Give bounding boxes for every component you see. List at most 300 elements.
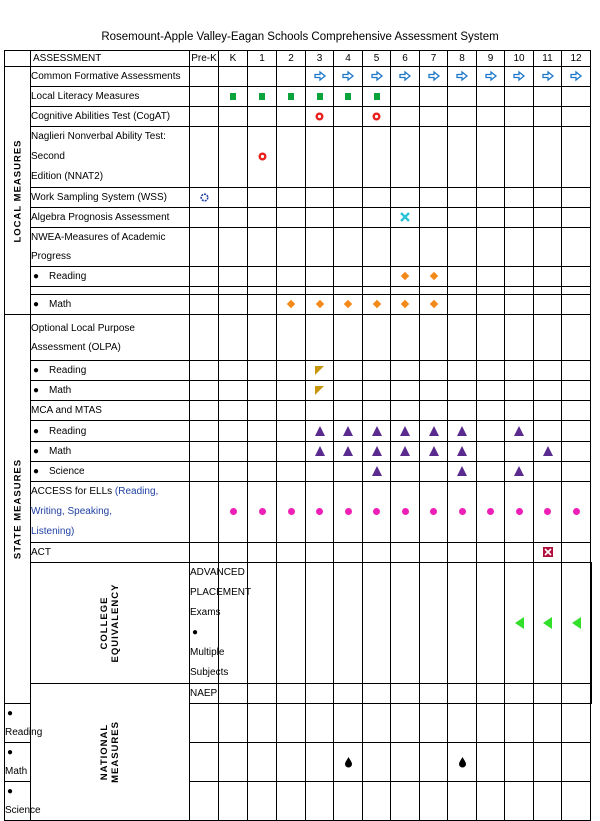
- grade-cell: [334, 381, 363, 401]
- assessment-label: NWEA-Measures of Academic Progress: [31, 228, 190, 267]
- grade-cell: [190, 743, 219, 782]
- sublabel-text: Math: [49, 385, 72, 396]
- grade-cell: [248, 704, 277, 743]
- row-nwea-reading: [5, 267, 592, 287]
- row-nwea: [5, 228, 592, 267]
- grade-cell: [534, 127, 562, 188]
- arrow-marker-icon: [314, 71, 326, 81]
- grade-cell: [420, 107, 448, 127]
- grade-cell: [248, 315, 277, 361]
- grade-cell: [391, 127, 420, 188]
- grade-cell: [363, 782, 391, 821]
- grade-cell: [306, 442, 334, 462]
- grade-cell: [334, 563, 363, 684]
- bullet-icon: ●: [192, 627, 199, 638]
- triangle-marker-icon: [315, 426, 325, 436]
- arrow-marker-icon: [342, 71, 354, 81]
- assessment-sublabel: [5, 743, 31, 782]
- drop-marker-icon: [345, 757, 352, 767]
- grade-header: 5: [363, 51, 391, 67]
- grade-cell: [248, 563, 277, 684]
- grade-cell: [448, 381, 477, 401]
- grade-cell: [420, 462, 448, 482]
- assessment-label: Cognitive Abilities Test (CogAT): [31, 107, 190, 127]
- grade-cell: [391, 228, 420, 267]
- grade-cell: [477, 442, 505, 462]
- grade-cell: [277, 127, 306, 188]
- diamond-marker-icon: [401, 300, 409, 308]
- square-marker-icon: [374, 93, 380, 100]
- grade-cell: [248, 267, 277, 287]
- grade-cell: [219, 401, 248, 421]
- arrow-marker-icon: [513, 71, 525, 81]
- grade-cell: [420, 127, 448, 188]
- grade-cell: [420, 743, 448, 782]
- grade-cell: [219, 208, 248, 228]
- grade-cell: [477, 287, 505, 295]
- grade-cell: [505, 315, 534, 361]
- grade-cell: [334, 401, 363, 421]
- grade-cell: [562, 107, 591, 127]
- grade-cell: [562, 67, 591, 87]
- grade-cell: [190, 208, 219, 228]
- grade-cell: [505, 267, 534, 287]
- grade-cell: [505, 743, 534, 782]
- grade-cell: [248, 782, 277, 821]
- triangle-marker-icon: [372, 446, 382, 456]
- assessment-sublabel: [31, 267, 190, 287]
- dot-marker-icon: [345, 508, 352, 515]
- grade-cell: [448, 684, 477, 704]
- grade-cell: [248, 401, 277, 421]
- grade-cell: [219, 127, 248, 188]
- grade-cell: [363, 67, 391, 87]
- grade-cell: [248, 543, 277, 563]
- grade-cell: [448, 228, 477, 267]
- grade-cell: [505, 287, 534, 295]
- grade-cell: [248, 361, 277, 381]
- left-triangle-marker-icon: [543, 617, 552, 629]
- grade-cell: [306, 208, 334, 228]
- section-local-label: LOCAL MEASURES: [12, 138, 23, 243]
- grade-cell: [190, 361, 219, 381]
- grade-cell: [505, 462, 534, 482]
- grade-cell: [363, 295, 391, 315]
- grade-cell: [334, 743, 363, 782]
- triangle-marker-icon: [315, 446, 325, 456]
- grade-cell: [562, 287, 591, 295]
- grade-cell: [448, 782, 477, 821]
- grade-cell: [277, 743, 306, 782]
- grade-cell: [248, 684, 277, 704]
- grade-cell: [363, 87, 391, 107]
- grade-cell: [420, 188, 448, 208]
- grade-cell: [562, 782, 591, 821]
- dot-marker-icon: [516, 508, 523, 515]
- assessment-sublabel: [5, 782, 41, 821]
- grade-cell: [505, 401, 534, 421]
- grade-cell: [477, 543, 505, 563]
- grade-cell: [219, 361, 248, 381]
- grade-cell: [534, 421, 562, 442]
- grade-header: K: [219, 51, 248, 67]
- grade-cell: [334, 67, 363, 87]
- row-spacer: [5, 287, 592, 295]
- grade-cell: [277, 381, 306, 401]
- grade-cell: [505, 704, 534, 743]
- grade-cell: [190, 127, 219, 188]
- label-line: ADVANCED PLACEMENT Exams: [190, 567, 251, 618]
- assessment-label: [190, 563, 251, 684]
- grade-cell: [534, 188, 562, 208]
- grade-cell: [334, 462, 363, 482]
- square-marker-icon: [259, 93, 265, 100]
- diamond-marker-icon: [315, 300, 323, 308]
- grade-cell: [363, 563, 391, 684]
- bullet-icon: ●: [7, 708, 14, 719]
- grade-cell: [534, 208, 562, 228]
- grade-cell: [448, 421, 477, 442]
- grade-cell: [420, 67, 448, 87]
- grade-cell: [219, 315, 248, 361]
- arrow-marker-icon: [485, 71, 497, 81]
- grade-cell: [306, 381, 334, 401]
- grade-header: 2: [277, 51, 306, 67]
- burst-marker-icon: [315, 112, 324, 121]
- grade-cell: [277, 401, 306, 421]
- row-naep: [5, 684, 592, 704]
- corner-cell: [5, 51, 31, 67]
- grade-cell: [562, 315, 591, 361]
- row-ap: [5, 563, 592, 684]
- grade-cell: [505, 188, 534, 208]
- grade-cell: [248, 228, 277, 267]
- dot-marker-icon: [288, 508, 295, 515]
- grade-cell: [562, 482, 591, 543]
- grade-cell: [219, 107, 248, 127]
- grade-cell: [420, 267, 448, 287]
- label-line: ACCESS for ELLs: [31, 486, 113, 497]
- dot-marker-icon: [430, 508, 437, 515]
- grade-cell: [505, 361, 534, 381]
- arrow-marker-icon: [428, 71, 440, 81]
- grade-cell: [477, 267, 505, 287]
- assessment-header: ASSESSMENT: [31, 51, 190, 67]
- grade-cell: [190, 107, 219, 127]
- triangle-marker-icon: [372, 426, 382, 436]
- grade-cell: [363, 442, 391, 462]
- grade-cell: [277, 188, 306, 208]
- grade-cell: [363, 401, 391, 421]
- grade-cell: [505, 127, 534, 188]
- grade-cell: [534, 361, 562, 381]
- grade-cell: [277, 208, 306, 228]
- grade-cell: [477, 704, 505, 743]
- grade-cell: [248, 188, 277, 208]
- bullet-icon: ●: [33, 446, 40, 457]
- assessment-sublabel: [31, 361, 190, 381]
- grade-cell: [306, 315, 334, 361]
- grade-cell: [190, 401, 219, 421]
- grade-cell: [391, 361, 420, 381]
- grade-cell: [306, 401, 334, 421]
- grade-cell: [420, 381, 448, 401]
- section-line: COLLEGE: [99, 596, 110, 650]
- row-nwea-math: [5, 295, 592, 315]
- triangle-marker-icon: [343, 446, 353, 456]
- grade-cell: [248, 381, 277, 401]
- sublabel-text: Science: [5, 805, 41, 816]
- grade-cell: [248, 67, 277, 87]
- label-detail: Listening): [31, 526, 75, 537]
- row-local-literacy: [5, 87, 592, 107]
- grade-cell: [277, 315, 306, 361]
- grade-cell: [248, 127, 277, 188]
- grade-cell: [277, 87, 306, 107]
- row-mca: [5, 401, 592, 421]
- grade-cell: [277, 782, 306, 821]
- grade-cell: [219, 743, 248, 782]
- grade-cell: [420, 361, 448, 381]
- grade-cell: [591, 563, 592, 684]
- grade-cell: [363, 188, 391, 208]
- triangle-marker-icon: [372, 466, 382, 476]
- grade-cell: [391, 563, 420, 684]
- bullet-icon: ●: [33, 466, 40, 477]
- section-college-label: [99, 584, 121, 663]
- grade-cell: [306, 563, 334, 684]
- grade-cell: [277, 482, 306, 543]
- grade-cell: [562, 87, 591, 107]
- grade-cell: [420, 782, 448, 821]
- grade-cell: [219, 684, 248, 704]
- assessment-label: NAEP: [190, 684, 219, 704]
- row-mca-math: [5, 442, 592, 462]
- grade-cell: [363, 462, 391, 482]
- assessment-sublabel: [31, 421, 190, 442]
- assessment-label: ACT: [31, 543, 190, 563]
- grade-cell: [334, 361, 363, 381]
- dot-marker-icon: [573, 508, 580, 515]
- diamond-marker-icon: [287, 300, 295, 308]
- grade-header: 7: [420, 51, 448, 67]
- triangle-marker-icon: [429, 426, 439, 436]
- dot-marker-icon: [544, 508, 551, 515]
- grade-cell: [219, 295, 248, 315]
- grade-cell: [190, 287, 219, 295]
- grade-cell: [505, 684, 534, 704]
- grade-cell: [505, 107, 534, 127]
- grade-cell: [562, 462, 591, 482]
- assessment-sublabel: [31, 442, 190, 462]
- grade-cell: [248, 462, 277, 482]
- grade-cell: [248, 208, 277, 228]
- bullet-icon: ●: [33, 385, 40, 396]
- row-olpa: [5, 315, 592, 361]
- grade-header: 6: [391, 51, 420, 67]
- left-triangle-marker-icon: [515, 617, 524, 629]
- grade-cell: [448, 295, 477, 315]
- grade-cell: [420, 684, 448, 704]
- grade-cell: [277, 563, 306, 684]
- x-marker-icon: [543, 547, 553, 557]
- section-college: [31, 563, 190, 684]
- grade-cell: [562, 381, 591, 401]
- grade-cell: [277, 543, 306, 563]
- grade-cell: [505, 87, 534, 107]
- grade-cell: [190, 543, 219, 563]
- grade-cell: [306, 704, 334, 743]
- empty-label: [31, 287, 190, 295]
- grade-cell: [477, 684, 505, 704]
- grade-cell: [248, 295, 277, 315]
- grade-cell: [219, 482, 248, 543]
- grade-header: 3: [306, 51, 334, 67]
- grade-cell: [448, 208, 477, 228]
- grade-cell: [448, 743, 477, 782]
- cross-marker-icon: [400, 212, 410, 222]
- bullet-icon: ●: [33, 365, 40, 376]
- assessment-label: [31, 127, 190, 188]
- grade-cell: [420, 315, 448, 361]
- grade-cell: [219, 188, 248, 208]
- grade-cell: [505, 208, 534, 228]
- grade-cell: [306, 421, 334, 442]
- grade-cell: [534, 295, 562, 315]
- grade-cell: [277, 228, 306, 267]
- grade-cell: [334, 267, 363, 287]
- grade-cell: [477, 315, 505, 361]
- assessment-sublabel: [31, 462, 190, 482]
- dot-marker-icon: [316, 508, 323, 515]
- triangle-marker-icon: [429, 446, 439, 456]
- grade-cell: [391, 421, 420, 442]
- grade-cell: [391, 208, 420, 228]
- grade-cell: [448, 287, 477, 295]
- header-row: [5, 51, 592, 67]
- grade-cell: [190, 421, 219, 442]
- dot-marker-icon: [487, 508, 494, 515]
- grade-cell: [420, 401, 448, 421]
- grade-cell: [448, 188, 477, 208]
- grade-cell: [219, 67, 248, 87]
- arrow-marker-icon: [542, 71, 554, 81]
- grade-cell: [219, 87, 248, 107]
- grade-cell: [562, 563, 591, 684]
- grade-cell: [334, 287, 363, 295]
- grade-cell: [190, 462, 219, 482]
- section-line: NATIONAL: [99, 723, 110, 781]
- triangle-marker-icon: [457, 446, 467, 456]
- grade-cell: [562, 361, 591, 381]
- grade-cell: [334, 208, 363, 228]
- grade-cell: [363, 107, 391, 127]
- grade-cell: [448, 361, 477, 381]
- diamond-marker-icon: [372, 300, 380, 308]
- grade-cell: [277, 287, 306, 295]
- grade-cell: [334, 704, 363, 743]
- grade-cell: [534, 267, 562, 287]
- grade-cell: [477, 563, 505, 684]
- grade-cell: [190, 782, 219, 821]
- grade-cell: [391, 381, 420, 401]
- grade-cell: [391, 267, 420, 287]
- grade-cell: [363, 287, 391, 295]
- corner-triangle-marker-icon: [315, 386, 324, 395]
- grade-cell: [562, 127, 591, 188]
- grade-cell: [306, 67, 334, 87]
- grade-cell: [190, 295, 219, 315]
- grade-cell: [534, 228, 562, 267]
- grade-cell: [334, 228, 363, 267]
- dot-marker-icon: [259, 508, 266, 515]
- grade-cell: [391, 107, 420, 127]
- grade-cell: [420, 543, 448, 563]
- grade-cell: [334, 127, 363, 188]
- grade-cell: [306, 127, 334, 188]
- burst-marker-icon: [258, 152, 267, 161]
- dot-marker-icon: [459, 508, 466, 515]
- section-local: [5, 67, 31, 315]
- grade-cell: [334, 482, 363, 543]
- grade-cell: [277, 704, 306, 743]
- section-national: [31, 684, 190, 821]
- square-marker-icon: [345, 93, 351, 100]
- grade-cell: [477, 208, 505, 228]
- grade-cell: [477, 188, 505, 208]
- grade-cell: [391, 67, 420, 87]
- grade-cell: [391, 704, 420, 743]
- grade-cell: [334, 107, 363, 127]
- sublabel-text: Science: [49, 466, 85, 477]
- grade-cell: [391, 87, 420, 107]
- grade-cell: [420, 442, 448, 462]
- grade-cell: [248, 482, 277, 543]
- grade-header: 8: [448, 51, 477, 67]
- grade-cell: [219, 267, 248, 287]
- bullet-icon: ●: [33, 425, 40, 437]
- grade-header: 12: [562, 51, 591, 67]
- row-mca-science: [5, 462, 592, 482]
- diamond-marker-icon: [401, 272, 409, 280]
- triangle-marker-icon: [543, 446, 553, 456]
- grade-header: 9: [477, 51, 505, 67]
- grade-cell: [534, 482, 562, 543]
- grade-header: Pre-K: [190, 51, 219, 67]
- grade-cell: [306, 743, 334, 782]
- grade-cell: [534, 87, 562, 107]
- row-nnat2: [5, 127, 592, 188]
- label-line: Edition (NNAT2): [31, 171, 104, 182]
- grade-cell: [363, 127, 391, 188]
- grade-cell: [477, 127, 505, 188]
- section-line: MEASURES: [110, 721, 121, 783]
- grade-cell: [334, 442, 363, 462]
- grade-header: 11: [534, 51, 562, 67]
- assessment-label: Work Sampling System (WSS): [31, 188, 190, 208]
- grade-cell: [363, 315, 391, 361]
- triangle-marker-icon: [457, 426, 467, 436]
- grade-header: 1: [248, 51, 277, 67]
- dot-marker-icon: [230, 508, 237, 515]
- grade-cell: [363, 743, 391, 782]
- grade-cell: [334, 782, 363, 821]
- grade-cell: [306, 188, 334, 208]
- triangle-marker-icon: [514, 426, 524, 436]
- grade-cell: [363, 361, 391, 381]
- grade-cell: [190, 381, 219, 401]
- grade-cell: [219, 563, 248, 684]
